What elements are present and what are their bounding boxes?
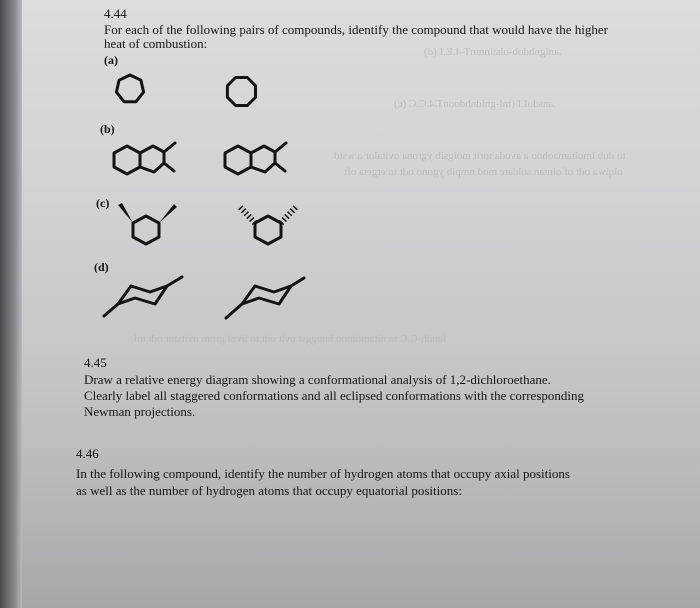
bleed-through-text: olqiwa odt of ointan soldate mod nmpib ygono odt to ergeta oft: [344, 166, 623, 178]
problem-prompt: Draw a relative energy diagram showing a conformational analysis of 1,2-dichloroethane.: [84, 372, 551, 387]
bleed-through-text: loodh-C.C to nitamolnoo bouggst ovlt odt to iivnl grom ovitslor odt tol: [134, 333, 447, 345]
part-label: (c): [96, 196, 110, 210]
bleed-through-text: .anignhdob-olstlnmnT-4.E.I (d): [424, 46, 562, 58]
problem-prompt: Clearly label all staggered conformations and all eclipsed conformations with the corresponding: [84, 388, 584, 403]
cyclooctane-structure: [227, 78, 255, 106]
chemical-structures: [14, 0, 700, 340]
problem-prompt: In the following compound, identify the number of hydrogen atoms that occupy axial positions: [76, 466, 570, 481]
bicyclic-structure-left: [114, 143, 175, 174]
problem-prompt: For each of the following pairs of compounds, identify the compound that would have the higher: [104, 22, 608, 37]
problem-prompt: Newman projections.: [84, 404, 196, 419]
disubstituted-cyclohexane-left: [118, 203, 177, 244]
problem-number: 4.44: [104, 6, 127, 21]
bleed-through-text: to dub lmoitamaohoo a avoda torit moigsib ygrona ovitalor a wstd: [334, 150, 626, 162]
part-label: (b): [100, 122, 115, 136]
chair-cyclohexane-left: [104, 277, 182, 316]
problem-prompt: as well as the number of hydrogen atoms that occupy equatorial positions:: [76, 483, 462, 498]
part-label: (d): [94, 260, 109, 274]
bicyclic-structure-right: [225, 143, 286, 174]
page-sheet: [14, 0, 700, 608]
disubstituted-cyclohexane-right: [240, 207, 296, 244]
problem-prompt: heat of combustion:: [104, 36, 208, 51]
bleed-through-text: .ansdoI.I (tnl-gnidnhdoonT.4.C.C (c): [394, 98, 557, 110]
problem-number: 4.46: [76, 446, 99, 461]
chair-cyclohexane-right: [226, 278, 304, 318]
cycloheptane-structure: [116, 75, 143, 102]
part-label: (a): [104, 53, 118, 67]
problem-number: 4.45: [84, 355, 107, 370]
